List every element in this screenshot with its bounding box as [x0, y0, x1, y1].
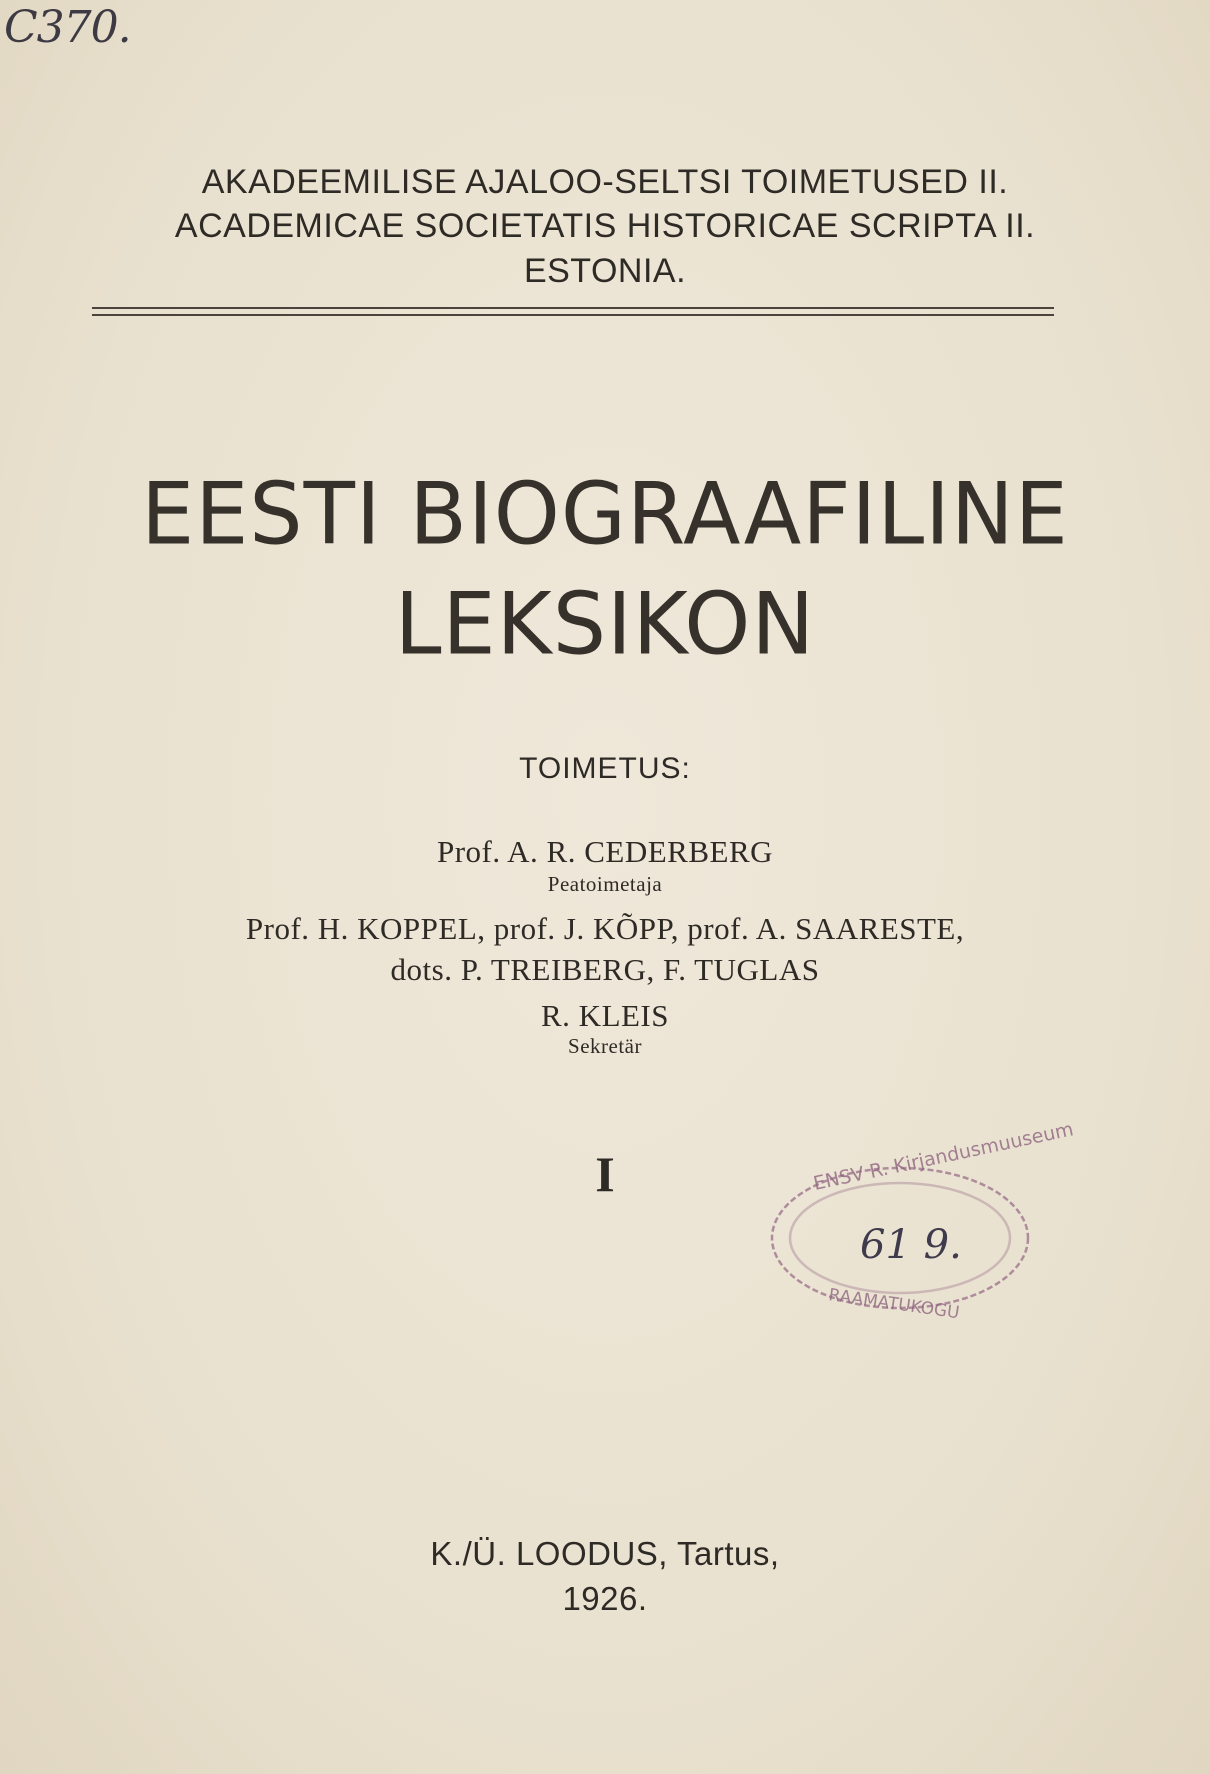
- library-stamp: [760, 1118, 1076, 1324]
- svg-text:ENSV R. Kirjandusmuuseum: ENSV R. Kirjandusmuuseum: [811, 1118, 1076, 1195]
- volume-number: I: [595, 1146, 615, 1202]
- svg-text:61 9.: 61 9.: [860, 1222, 962, 1268]
- series-line-estonian: AKADEEMILISE AJALOO-SELTSI TOIMETUSED II.: [201, 163, 1009, 201]
- publication-year: 1926.: [562, 1580, 648, 1617]
- handwritten-shelf-mark: C370.: [4, 2, 131, 53]
- svg-text:RAAMATUKOGU: RAAMATUKOGU: [827, 1285, 961, 1324]
- publisher-line: K./Ü. LOODUS, Tartus,: [430, 1535, 780, 1572]
- editors-line-2: dots. P. TREIBERG, F. TUGLAS: [390, 952, 820, 987]
- divider-rule-bottom: [92, 314, 1054, 316]
- editors-line-1: Prof. H. KOPPEL, prof. J. KÕPP, prof. A. SAARESTE,: [245, 911, 965, 946]
- divider-rule-top: [92, 307, 1054, 309]
- secretary-name: R. KLEIS: [541, 998, 669, 1033]
- series-line-country: ESTONIA.: [523, 252, 687, 290]
- editorial-board-heading: TOIMETUS:: [519, 752, 691, 785]
- book-title-line-1: EESTI BIOGRAAFILINE: [141, 464, 1069, 564]
- chief-editor-role: Peatoimetaja: [547, 872, 663, 896]
- chief-editor-name: Prof. A. R. CEDERBERG: [436, 834, 774, 869]
- book-title-line-2: LEKSIKON: [394, 574, 816, 674]
- secretary-role: Sekretär: [568, 1034, 642, 1058]
- series-line-latin: ACADEMICAE SOCIETATIS HISTORICAE SCRIPTA II.: [174, 207, 1036, 245]
